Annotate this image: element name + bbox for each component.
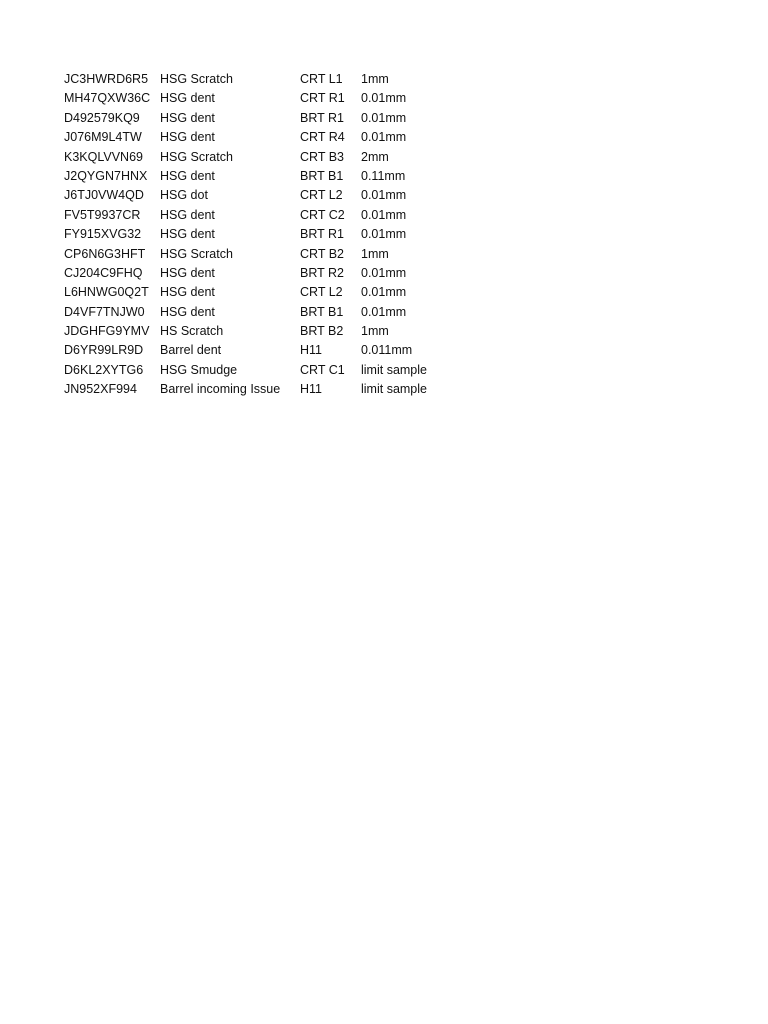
serial-id-cell: CJ204C9FHQ	[64, 265, 143, 280]
size-cell: 0.01mm	[361, 110, 407, 125]
defect-table	[64, 70, 471, 400]
size-cell: limit sample	[361, 382, 427, 397]
defect-cell: Barrel incoming Issue	[160, 382, 281, 397]
defect-cell: HSG dent	[160, 91, 215, 106]
table-row	[64, 361, 471, 380]
defect-cell: Barrel dent	[160, 343, 222, 358]
table-row	[64, 264, 471, 283]
location-cell: BRT B2	[300, 324, 344, 339]
size-cell: 0.01mm	[361, 227, 407, 242]
defect-cell: HSG Smudge	[160, 362, 238, 377]
table-row	[64, 225, 471, 244]
size-cell: 0.01mm	[361, 207, 407, 222]
size-cell: 0.011mm	[361, 343, 413, 358]
size-cell: 0.01mm	[361, 130, 407, 145]
size-cell: 2mm	[361, 149, 389, 164]
serial-id-cell: J2QYGN7HNX	[64, 168, 148, 183]
size-cell: 0.01mm	[361, 91, 407, 106]
defect-cell: HSG dent	[160, 285, 215, 300]
location-cell: CRT L2	[300, 188, 343, 203]
defect-cell: HS Scratch	[160, 324, 224, 339]
table-row	[64, 341, 471, 360]
table-row	[64, 109, 471, 128]
size-cell: 0.11mm	[361, 168, 406, 183]
serial-id-cell: JDGHFG9YMV	[64, 324, 150, 339]
table-row	[64, 70, 471, 89]
table-row	[64, 148, 471, 167]
serial-id-cell: FV5T9937CR	[64, 207, 141, 222]
table-row	[64, 167, 471, 186]
defect-cell: HSG dent	[160, 227, 215, 242]
table-row	[64, 89, 471, 108]
serial-id-cell: D4VF7TNJW0	[64, 304, 145, 319]
serial-id-cell: J076M9L4TW	[64, 130, 142, 145]
table-row	[64, 206, 471, 225]
location-cell: CRT R4	[300, 130, 345, 145]
table-row	[64, 245, 471, 264]
defect-cell: HSG Scratch	[160, 246, 233, 261]
defect-cell: HSG dent	[160, 207, 215, 222]
defect-cell: HSG dent	[160, 265, 215, 280]
location-cell: CRT L1	[300, 72, 343, 86]
table-row	[64, 303, 471, 322]
size-cell: 1mm	[361, 246, 389, 261]
table-row	[64, 380, 471, 399]
serial-id-cell: CP6N6G3HFT	[64, 246, 146, 261]
table-row	[64, 283, 471, 302]
size-cell: 0.01mm	[361, 304, 407, 319]
defect-cell: HSG dent	[160, 110, 215, 125]
defect-cell: HSG Scratch	[160, 72, 233, 86]
location-cell: H11	[300, 382, 323, 397]
size-cell: 1mm	[361, 72, 389, 86]
defect-cell: HSG dent	[160, 304, 215, 319]
serial-id-cell: D6KL2XYTG6	[64, 362, 144, 377]
serial-id-cell: MH47QXW36C	[64, 91, 151, 106]
defect-cell: HSG dent	[160, 168, 215, 183]
size-cell: 0.01mm	[361, 188, 407, 203]
location-cell: BRT R2	[300, 265, 345, 280]
serial-id-cell: D6YR99LR9D	[64, 343, 144, 358]
location-cell: CRT L2	[300, 285, 343, 300]
serial-id-cell: L6HNWG0Q2T	[64, 285, 149, 300]
size-cell: 0.01mm	[361, 285, 407, 300]
location-cell: CRT C2	[300, 207, 345, 222]
location-cell: CRT B2	[300, 246, 345, 261]
serial-id-cell: JC3HWRD6R5	[64, 72, 149, 86]
location-cell: CRT B3	[300, 149, 345, 164]
table-row	[64, 186, 471, 205]
location-cell: CRT R1	[300, 91, 345, 106]
defect-cell: HSG Scratch	[160, 149, 233, 164]
serial-id-cell: JN952XF994	[64, 382, 137, 397]
location-cell: CRT C1	[300, 362, 345, 377]
location-cell: BRT R1	[300, 227, 345, 242]
serial-id-cell: K3KQLVVN69	[64, 149, 143, 164]
table-row	[64, 322, 471, 341]
location-cell: BRT B1	[300, 304, 344, 319]
size-cell: 1mm	[361, 324, 389, 339]
defect-cell: HSG dot	[160, 188, 208, 203]
serial-id-cell: D492579KQ9	[64, 110, 140, 125]
location-cell: BRT B1	[300, 168, 344, 183]
location-cell: H11	[300, 343, 323, 358]
size-cell: 0.01mm	[361, 265, 407, 280]
defect-cell: HSG dent	[160, 130, 215, 145]
serial-id-cell: J6TJ0VW4QD	[64, 188, 144, 203]
serial-id-cell: FY915XVG32	[64, 227, 142, 242]
size-cell: limit sample	[361, 362, 427, 377]
location-cell: BRT R1	[300, 110, 345, 125]
table-row	[64, 128, 471, 147]
